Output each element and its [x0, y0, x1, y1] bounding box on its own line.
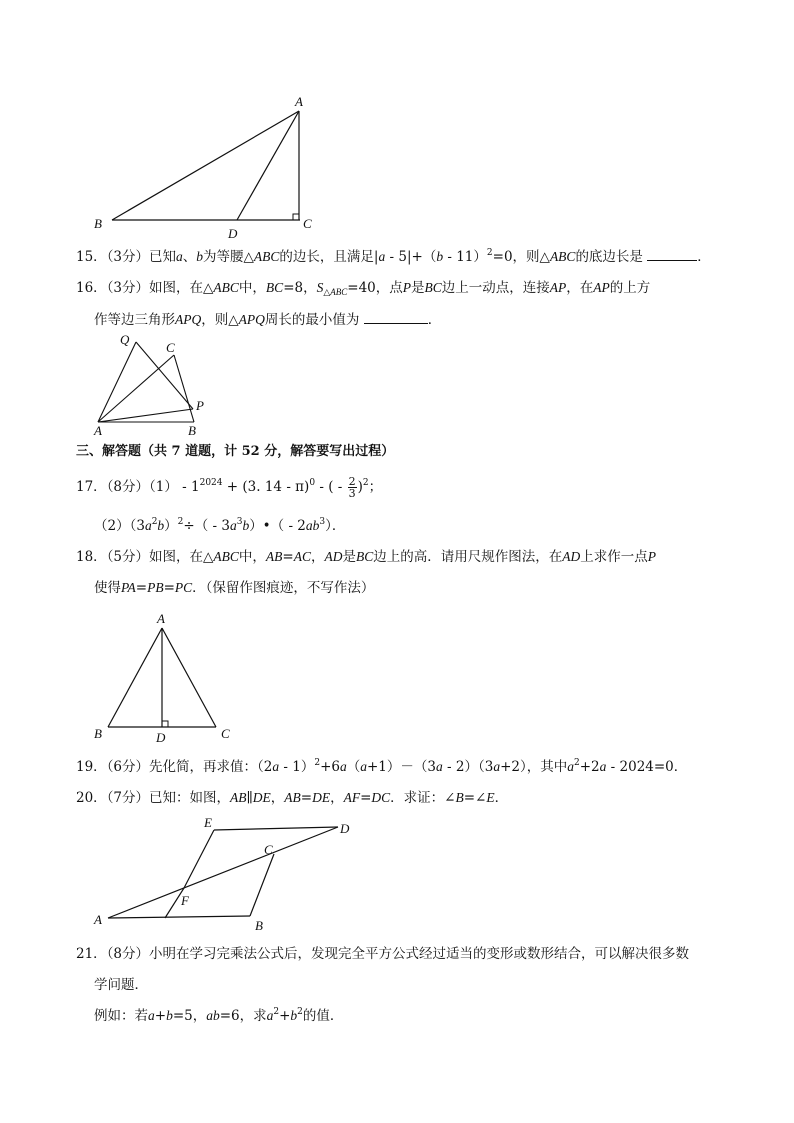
- var: BC: [265, 280, 284, 295]
- text: 是: [342, 549, 356, 565]
- text: ．（保留作图痕迹，不写作法）: [192, 580, 375, 596]
- question-score: （8分）: [106, 946, 150, 962]
- text: 例如：若: [94, 1008, 148, 1024]
- label-b: B: [94, 216, 102, 231]
- label-e: E: [204, 815, 212, 830]
- var: ABC: [549, 249, 576, 264]
- segment-ad: [108, 827, 338, 918]
- segment-ab: [112, 111, 299, 220]
- question-21-line-2: [94, 975, 148, 995]
- question-score: （5分）: [106, 549, 150, 565]
- text: 边上的高．请用尺规作图法，在: [373, 549, 563, 565]
- text: 上求作一点: [580, 549, 648, 565]
- var: a: [144, 518, 152, 533]
- text: + (3. 14 - π): [222, 479, 310, 495]
- exponent: 2: [151, 517, 158, 527]
- question-number: 18．: [76, 549, 107, 565]
- var: AB: [265, 549, 283, 564]
- triangle-abc-svg: [90, 92, 320, 242]
- segment-ef: [184, 830, 214, 888]
- var: a: [272, 759, 280, 774]
- triangle-figure-q18: [88, 608, 248, 750]
- var: a: [599, 759, 607, 774]
- var: AD: [324, 549, 343, 564]
- text: - 5|+（: [385, 249, 437, 265]
- numerator: 2: [348, 475, 356, 488]
- text: ∥: [246, 790, 253, 806]
- var: a: [493, 759, 501, 774]
- text: ．求证：∠: [390, 790, 456, 806]
- label-b: B: [188, 423, 196, 438]
- section-heading: 三、解答题（共 7 道题，计 52 分，解答要写出过程）: [76, 444, 395, 459]
- text: =0，则△: [492, 249, 550, 265]
- var: AF: [343, 790, 361, 805]
- answer-blank[interactable]: [364, 309, 428, 324]
- var: a: [567, 759, 574, 774]
- var: AB: [284, 790, 301, 805]
- var: P: [647, 549, 657, 564]
- var: DC: [371, 790, 391, 805]
- text: （: [346, 759, 361, 775]
- question-number: 15．: [76, 249, 107, 265]
- text: 学问题．: [94, 977, 148, 993]
- segment-qp: [136, 342, 193, 409]
- text: +2: [579, 759, 600, 775]
- var: B: [455, 790, 464, 805]
- text: ÷（ - 3: [183, 518, 230, 534]
- question-number: 20．: [76, 790, 107, 806]
- text: =: [360, 790, 372, 806]
- text: ；: [368, 479, 383, 495]
- text: =: [135, 580, 148, 596]
- question-19: [76, 757, 687, 777]
- var: a: [436, 759, 443, 774]
- var: AC: [293, 549, 311, 564]
- text: =: [300, 790, 313, 806]
- text: =8，: [283, 280, 317, 296]
- segment-ap: [98, 409, 193, 422]
- text: 的边长，且满足|: [279, 249, 379, 265]
- triangle-apq-svg: [88, 330, 218, 438]
- text: ，在: [566, 280, 594, 296]
- text: 小明在学习完乘法公式后，发现完全平方公式经过适当的变形或数形结合，可以解决很多数: [149, 946, 690, 962]
- text: （2）: [94, 518, 130, 534]
- var: AB: [230, 790, 247, 805]
- right-angle-mark: [293, 214, 299, 220]
- text: =6，求: [219, 1008, 267, 1024]
- text: 是: [411, 280, 425, 296]
- text: ，: [311, 549, 325, 565]
- text: 的底边长是: [575, 249, 643, 265]
- label-c: C: [264, 842, 273, 857]
- fraction: [348, 476, 357, 499]
- label-a: A: [295, 94, 303, 109]
- answer-blank[interactable]: [647, 246, 697, 261]
- question-17-line-1: [76, 476, 382, 499]
- segment-aq: [98, 342, 136, 422]
- text: ): [357, 479, 363, 495]
- question-score: （6分）: [106, 759, 150, 775]
- exponent: 2: [273, 1007, 280, 1017]
- var: BC: [356, 549, 374, 564]
- segment-ad: [237, 111, 299, 220]
- exponent: 2: [177, 517, 184, 527]
- var: P: [402, 280, 412, 295]
- text: 使得: [94, 580, 121, 596]
- segment-cb: [174, 355, 194, 422]
- text: ．: [427, 312, 442, 328]
- text: ．: [697, 249, 711, 265]
- question-score: （7分）: [106, 790, 150, 806]
- segment-ac: [162, 628, 216, 727]
- text: 、: [182, 249, 197, 265]
- exponent: 3: [236, 517, 243, 527]
- question-18-line-1: [76, 547, 656, 567]
- var: a: [340, 759, 347, 774]
- text: +: [279, 1008, 291, 1024]
- label-d: D: [340, 821, 350, 836]
- question-16-line-1: [76, 278, 650, 298]
- question-number: 19．: [76, 759, 107, 775]
- exponent: 2: [362, 478, 369, 488]
- subscript: △ABC: [323, 287, 348, 297]
- question-number: 17．: [76, 479, 107, 495]
- var: APQ: [175, 312, 202, 327]
- question-number: 16．: [76, 280, 107, 296]
- var: b: [290, 1008, 298, 1023]
- question-score: （3分）: [106, 280, 150, 296]
- label-f: F: [181, 893, 189, 908]
- text: =: [163, 580, 175, 596]
- question-21-line-1: [76, 944, 689, 964]
- label-d: D: [156, 730, 166, 745]
- text: - 2）（3: [442, 759, 494, 775]
- var: b: [166, 1008, 173, 1023]
- text: - 11）: [443, 249, 487, 265]
- text: 中，: [238, 549, 266, 565]
- text: +: [154, 1008, 167, 1024]
- text: =: [282, 549, 294, 565]
- label-c: C: [303, 216, 312, 231]
- question-score: （3分）: [106, 249, 150, 265]
- exponent: 2024: [199, 478, 223, 488]
- text: ，: [330, 790, 344, 806]
- parallelogram-figure-q20: [88, 812, 368, 938]
- text: ．: [494, 790, 509, 806]
- right-angle-mark: [162, 721, 168, 727]
- exponent: 3: [319, 517, 326, 527]
- question-18-line-2: [94, 578, 374, 598]
- var: PA: [121, 580, 136, 595]
- text: ）: [164, 518, 178, 534]
- var: ABC: [253, 249, 280, 264]
- text: 先化简，再求值：（2: [149, 759, 273, 775]
- var: BC: [424, 280, 442, 295]
- segment-ab: [108, 916, 250, 918]
- isosceles-triangle-svg: [88, 608, 248, 746]
- var: a: [229, 518, 237, 533]
- triangle-figure-q14: [90, 92, 320, 246]
- var: a: [360, 759, 367, 774]
- segment-ac: [98, 355, 174, 422]
- var: a: [148, 1008, 155, 1023]
- label-b: B: [94, 726, 102, 741]
- var: b: [242, 518, 250, 533]
- text: ，: [270, 790, 285, 806]
- text: ）•（ - 2: [249, 518, 306, 534]
- exponent: 2: [314, 758, 321, 768]
- question-20: [76, 788, 508, 808]
- text: =∠: [463, 790, 487, 806]
- question-number: 21．: [76, 946, 107, 962]
- label-q: Q: [120, 332, 130, 347]
- text: =40，点: [347, 280, 403, 296]
- text: 已知：如图，: [149, 790, 231, 806]
- text: 如图，在△: [149, 280, 214, 296]
- var: E: [486, 790, 495, 805]
- var: b: [157, 518, 165, 533]
- var: b: [196, 249, 204, 264]
- var: a: [378, 249, 386, 264]
- text: ）．: [325, 518, 346, 534]
- var: AP: [549, 280, 567, 295]
- text: +1）－（3: [367, 759, 436, 775]
- label-b: B: [255, 918, 263, 933]
- var: PC: [174, 580, 193, 595]
- var: ABC: [213, 549, 239, 564]
- label-a: A: [94, 912, 102, 927]
- text: 中，: [238, 280, 266, 296]
- text: （3: [129, 518, 145, 534]
- var: ab: [305, 518, 320, 533]
- question-21-line-3: [94, 1006, 343, 1026]
- var: a: [176, 249, 183, 264]
- text: 作等边三角形: [94, 312, 175, 328]
- exponent: 2: [573, 758, 580, 768]
- segment-ed: [214, 827, 338, 830]
- segment-bc: [250, 854, 274, 916]
- var: DE: [252, 790, 271, 805]
- question-score: （8分）: [106, 479, 150, 495]
- text: - 2024=0．: [606, 759, 688, 775]
- var: AP: [593, 280, 610, 295]
- label-a: A: [94, 423, 102, 438]
- label-c: C: [221, 726, 230, 741]
- exponent: 2: [297, 1007, 303, 1017]
- var: a: [266, 1008, 274, 1023]
- text: 周长的最小值为: [264, 312, 360, 328]
- exponent: 0: [309, 478, 316, 488]
- var: ab: [206, 1008, 220, 1023]
- text: +2），其中: [500, 759, 568, 775]
- denominator: 3: [348, 487, 356, 500]
- label-p: P: [196, 398, 204, 413]
- text: 为等腰△: [203, 249, 254, 265]
- label-a: A: [157, 611, 165, 626]
- var: DE: [312, 790, 331, 805]
- text: =5，: [172, 1008, 207, 1024]
- text: - 1: [177, 479, 200, 495]
- text: （1）: [149, 479, 178, 495]
- var: APQ: [238, 312, 265, 327]
- question-15: [76, 246, 711, 267]
- text: - 1）: [279, 759, 315, 775]
- text: 的值．: [302, 1008, 344, 1024]
- var: S: [316, 280, 324, 295]
- triangle-figure-q16: [88, 330, 218, 442]
- segment-ab: [108, 628, 162, 727]
- var: AD: [562, 549, 581, 564]
- label-d: D: [228, 226, 238, 241]
- text: - ( -: [315, 479, 347, 495]
- text: 的上方: [609, 280, 651, 296]
- label-c: C: [166, 340, 175, 355]
- text: 如图，在△: [149, 549, 214, 565]
- text: +6: [320, 759, 340, 775]
- question-16-line-2: [94, 309, 441, 330]
- exponent: 2: [486, 248, 493, 258]
- text: ，则△: [201, 312, 239, 328]
- var: b: [436, 249, 444, 264]
- question-17-line-2: [94, 516, 345, 536]
- figure-q20-svg: [88, 812, 368, 934]
- var: ABC: [213, 280, 239, 295]
- text: 边上一动点，连接: [441, 280, 550, 296]
- var: PB: [147, 580, 164, 595]
- text: 已知: [149, 249, 177, 265]
